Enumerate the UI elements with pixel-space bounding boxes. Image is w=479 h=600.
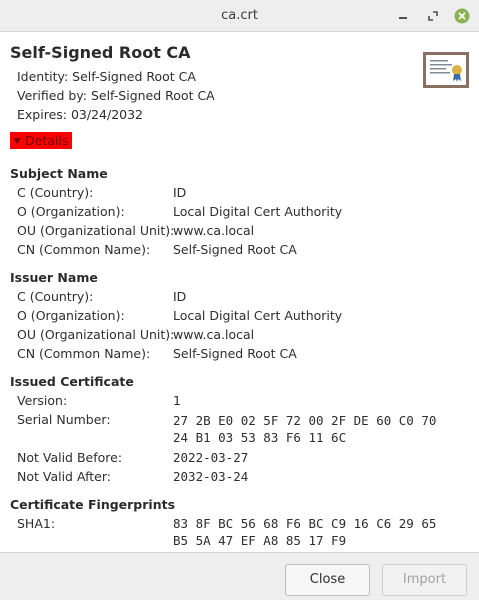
title-bar — [0, 0, 479, 32]
details-expander[interactable] — [10, 132, 72, 149]
import-button[interactable]: Import — [382, 564, 467, 596]
field-label: OU (Organizational Unit): — [17, 327, 175, 342]
field-label: SHA1: — [17, 516, 56, 531]
close-window-button[interactable] — [453, 7, 471, 25]
fingerprints-heading: Certificate Fingerprints — [10, 497, 176, 512]
details-label: Details — [25, 133, 69, 148]
field-value: Local Digital Cert Authority — [173, 308, 343, 323]
field-label: Version: — [17, 393, 68, 408]
minimize-icon — [394, 7, 412, 25]
field-label: OU (Organizational Unit): — [17, 223, 175, 238]
field-value: Self-Signed Root CA — [173, 242, 297, 257]
certificate-details-panel[interactable] — [0, 33, 479, 552]
field-label: Serial Number: — [17, 412, 111, 427]
field-value: ID — [173, 185, 187, 200]
field-label: O (Organization): — [17, 204, 125, 219]
certificate-icon — [422, 51, 470, 89]
chevron-down-icon — [13, 138, 21, 144]
maximize-icon — [424, 7, 442, 25]
field-label: Not Valid Before: — [17, 450, 123, 465]
subject-name-heading: Subject Name — [10, 166, 108, 181]
field-label: CN (Common Name): — [17, 242, 151, 257]
field-label: O (Organization): — [17, 308, 125, 323]
issued-certificate-heading: Issued Certificate — [10, 374, 134, 389]
field-label: CN (Common Name): — [17, 346, 151, 361]
maximize-button[interactable] — [424, 7, 442, 25]
certificate-title: Self-Signed Root CA — [10, 43, 191, 62]
not-valid-before-value: 2022-03-27 — [173, 450, 249, 465]
field-value: www.ca.local — [173, 223, 255, 238]
verified-by-text: Verified by: Self-Signed Root CA — [17, 88, 215, 103]
field-value: www.ca.local — [173, 327, 255, 342]
dialog-footer — [0, 552, 479, 600]
identity-text: Identity: Self-Signed Root CA — [17, 69, 196, 84]
expires-text: Expires: 03/24/2032 — [17, 107, 144, 122]
issuer-name-heading: Issuer Name — [10, 270, 98, 285]
window-title: ca.crt — [221, 8, 258, 23]
field-value: Local Digital Cert Authority — [173, 204, 343, 219]
field-value: ID — [173, 289, 187, 304]
field-label: Not Valid After: — [17, 469, 111, 484]
serial-number-value: 27 2B E0 02 5F 72 00 2F DE 60 C0 70 24 B1 03 53 83 F6 11 6C — [173, 413, 437, 445]
close-icon — [453, 7, 471, 25]
version-value: 1 — [173, 393, 181, 408]
not-valid-after-value: 2032-03-24 — [173, 469, 249, 484]
close-button[interactable]: Close — [285, 564, 370, 596]
field-value: Self-Signed Root CA — [173, 346, 297, 361]
sha1-value: 83 8F BC 56 68 F6 BC C9 16 C6 29 65 B5 5A 47 EF A8 85 17 F9 — [173, 516, 437, 548]
field-label: C (Country): — [17, 185, 94, 200]
minimize-button[interactable] — [394, 7, 412, 25]
field-label: C (Country): — [17, 289, 94, 304]
